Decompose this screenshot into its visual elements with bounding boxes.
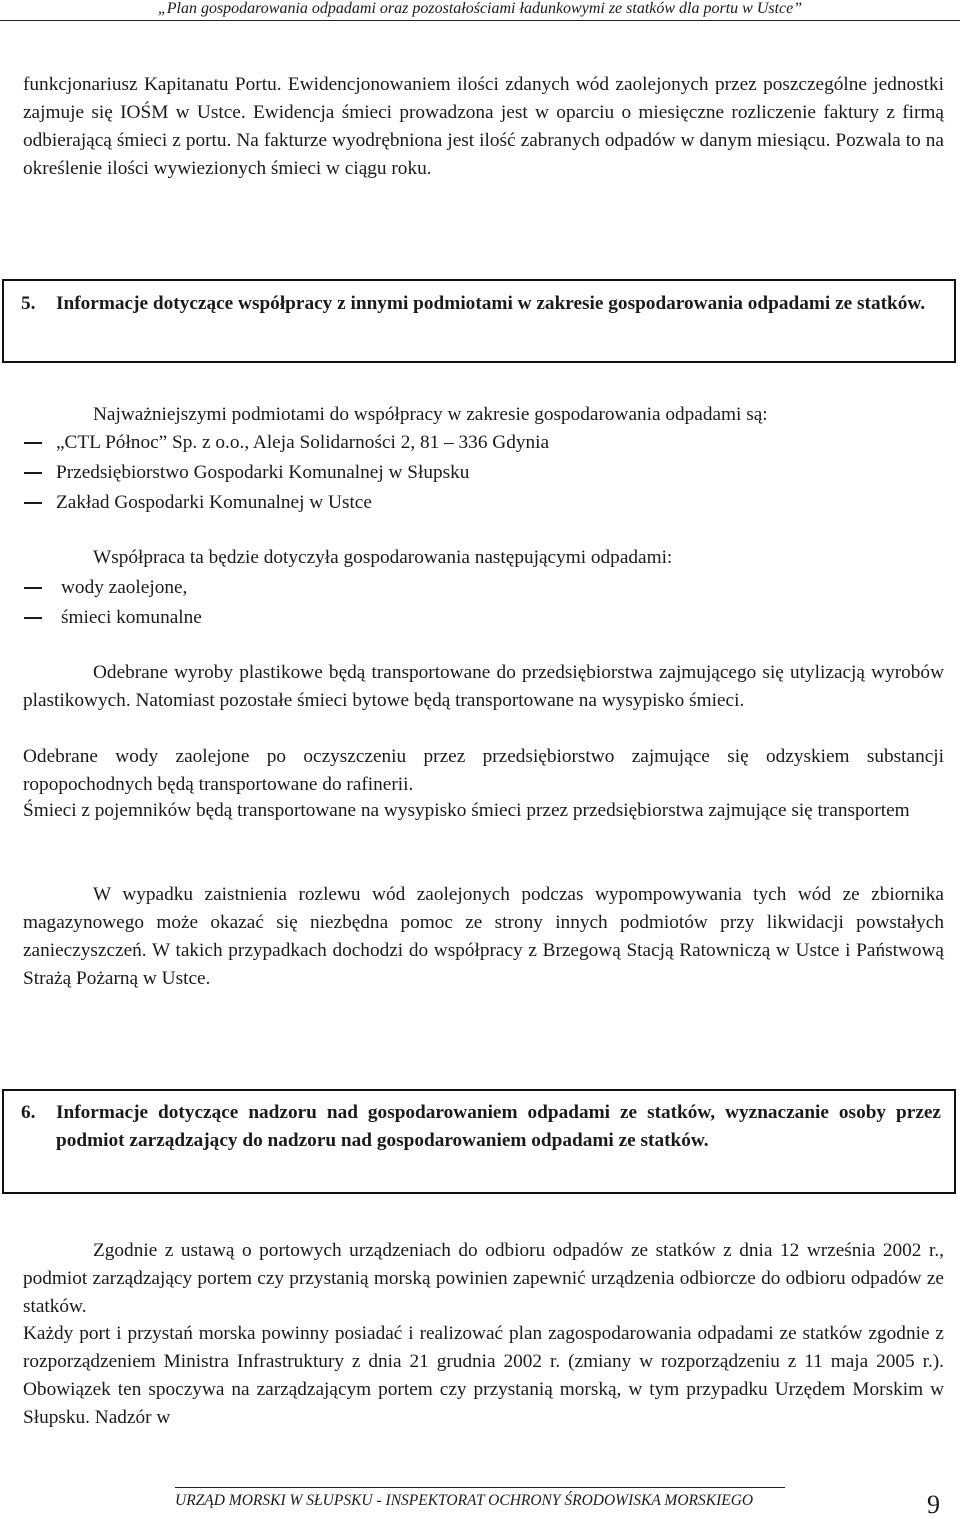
law-paragraph: Zgodnie z ustawą o portowych urządzeniach do odbioru odpadów ze statków z dnia 12 września 2002 r., podmiot zarządzający portem czy przystanią morską powinien zapewnić urządzenia odbiorcze do odbioru odpadów ze statków. [23,1240,944,1317]
section-6-title: Informacje dotyczące nadzoru nad gospodarowaniem odpadami ze statków, wyznaczanie osoby przez podmiot zarządzający do nadzoru nad gospodarowaniem odpadami ze statków. [56,1102,941,1151]
page-number: 9 [927,1490,940,1519]
footer-text: URZĄD MORSKI W SŁUPSKU - INSPEKTORAT OCHRONY ŚRODOWISKA MORSKIEGO [175,1492,754,1509]
section-6-heading [21,1099,941,1155]
section-5-title: Informacje dotyczące współpracy z innymi podmiotami w zakresie gospodarowania odpadami ze statków. [56,293,926,314]
dash-bullet [24,442,42,444]
partners-lead: Najważniejszymi podmiotami do współpracy w zakresie gospodarowania odpadami są: [93,404,768,425]
list-item [0,458,940,488]
section-6-number: 6. [21,1102,36,1123]
list-item [0,428,940,458]
partner-ctl: „CTL Północ” Sp. z o.o., Aleja Solidarności 2, 81 – 336 Gdynia [56,432,550,453]
partner-pgk: Przedsiębiorstwo Gospodarki Komunalnej w Słupsku [56,462,470,483]
partner-zgk: Zakład Gospodarki Komunalnej w Ustce [56,492,372,513]
list-item [0,603,940,633]
waste-lead: Współpraca ta będzie dotyczyła gospodarowania następującymi odpadami: [93,547,673,568]
dash-bullet [24,472,42,474]
list-item [0,488,940,518]
containers-paragraph: Śmieci z pojemników będą transportowane na wysypisko śmieci przez przedsiębiorstwa zajmujące się transportem [23,800,910,821]
dash-bullet [24,502,42,504]
dash-bullet [24,617,42,619]
section-5-heading [21,290,941,318]
oily-water-paragraph: Odebrane wody zaolejone po oczyszczeniu przez przedsiębiorstwo zajmujące się odzyskiem substancji ropopochodnych będą transportowane do rafinerii. [23,746,944,795]
waste-types-list [0,573,940,633]
plan-paragraph: Każdy port i przystań morska powinny posiadać i realizować plan zagospodarowania odpadami ze statków zgodnie z rozporządzeniem Ministra Infrastruktury z dnia 21 grudnia 2002 r. (zmiany w rozporządzeniu z 11 maja 2005 r.). Obowiązek ten spoczywa na zarządzającym portem czy przystanią morską, w tym przypadku Urzędem Morskim w Słupsku. Nadzór w [23,1323,944,1428]
footer-rule [175,1487,785,1488]
running-header [0,0,960,21]
list-item [0,573,940,603]
plastics-paragraph: Odebrane wyroby plastikowe będą transportowane do przedsiębiorstwa zajmującego się utylizacją wyrobów plastikowych. Natomiast pozostałe śmieci bytowe będą transportowane na wysypisko śmieci. [23,662,944,711]
partners-list [0,428,940,518]
intro-paragraph: funkcjonariusz Kapitanatu Portu. Ewidencjonowaniem ilości zdanych wód zaolejonych przez poszczególne jednostki zajmuje się IOŚM w Ustce. Ewidencja śmieci prowadzona jest w oparciu o miesięczne rozliczenie faktury z firmą odbierającą śmieci z portu. Na fakturze wyodrębniona jest ilość zabranych odpadów w danym miesiącu. Pozwala to na określenie ilości wywiezionych śmieci w ciągu roku. [23,74,944,179]
waste-oily-water: wody zaolejone, [61,577,188,598]
section-5-number: 5. [21,293,36,314]
document-title: „Plan gospodarowania odpadami oraz pozostałościami ładunkowymi ze statków dla portu w Ustce” [157,0,803,17]
waste-municipal: śmieci komunalne [61,607,202,628]
spill-paragraph: W wypadku zaistnienia rozlewu wód zaolejonych podczas wypompowywania tych wód ze zbiornika magazynowego może okazać się niezbędna pomoc ze strony innych podmiotów przy likwidacji powstałych zanieczyszczeń. W takich przypadkach dochodzi do współpracy z Brzegową Stacją Ratowniczą w Ustce i Państwową Strażą Pożarną w Ustce. [23,884,944,989]
dash-bullet [24,587,42,589]
